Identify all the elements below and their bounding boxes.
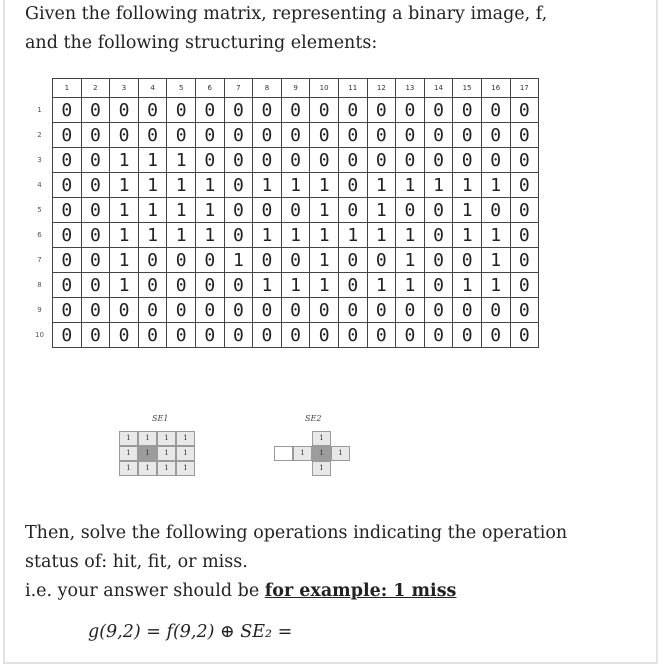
matrix-cell: 1 xyxy=(167,148,196,173)
example-prefix: i.e. your answer should be xyxy=(25,581,265,601)
matrix-cell: 0 xyxy=(367,98,396,123)
matrix-cell: 0 xyxy=(367,298,396,323)
matrix-cell: 0 xyxy=(481,323,510,348)
se1-cell: 1 xyxy=(119,461,138,476)
matrix-cell: 0 xyxy=(253,148,282,173)
row-header: 4 xyxy=(27,173,53,198)
matrix-cell: 0 xyxy=(310,148,339,173)
matrix-cell: 1 xyxy=(138,148,167,173)
matrix-cell: 0 xyxy=(424,323,453,348)
matrix-row xyxy=(27,148,539,173)
operation-formula: g(9,2) = f(9,2) ⊕ SE₂ = xyxy=(88,622,293,642)
matrix-cell: 1 xyxy=(396,273,425,298)
row-header: 10 xyxy=(27,323,53,348)
matrix-cell: 0 xyxy=(167,98,196,123)
matrix-cell: 1 xyxy=(253,273,282,298)
matrix-cell: 0 xyxy=(481,98,510,123)
se1-label: SE1 xyxy=(152,414,169,423)
matrix-cell: 0 xyxy=(281,298,310,323)
column-header: 6 xyxy=(195,79,224,98)
matrix-cell: 0 xyxy=(224,123,253,148)
matrix-cell: 0 xyxy=(510,98,539,123)
matrix-header-row xyxy=(27,79,539,98)
matrix-cell: 0 xyxy=(224,298,253,323)
matrix-cell: 0 xyxy=(167,298,196,323)
matrix-cell: 0 xyxy=(510,173,539,198)
row-header: 5 xyxy=(27,198,53,223)
se1-cell: 1 xyxy=(138,461,157,476)
matrix-cell: 0 xyxy=(310,123,339,148)
matrix-cell: 1 xyxy=(396,248,425,273)
matrix-cell: 0 xyxy=(81,273,110,298)
matrix-cell: 0 xyxy=(138,323,167,348)
matrix-cell: 0 xyxy=(338,273,367,298)
matrix-cell: 1 xyxy=(367,223,396,248)
matrix-cell: 0 xyxy=(481,198,510,223)
matrix-cell: 0 xyxy=(195,273,224,298)
column-header: 9 xyxy=(281,79,310,98)
matrix-cell: 1 xyxy=(281,273,310,298)
matrix-cell: 0 xyxy=(453,298,482,323)
matrix-cell: 0 xyxy=(81,298,110,323)
se2-cell: 1 xyxy=(293,446,312,461)
matrix-cell: 0 xyxy=(310,298,339,323)
matrix-cell: 0 xyxy=(281,198,310,223)
matrix-row xyxy=(27,273,539,298)
matrix-cell: 1 xyxy=(138,223,167,248)
matrix-cell: 0 xyxy=(338,123,367,148)
matrix-cell: 0 xyxy=(224,98,253,123)
matrix-cell: 0 xyxy=(53,248,82,273)
column-header: 1 xyxy=(53,79,82,98)
se2-cell: 1 xyxy=(331,446,350,461)
matrix-cell: 0 xyxy=(195,323,224,348)
matrix-cell: 0 xyxy=(367,323,396,348)
matrix-cell: 1 xyxy=(281,223,310,248)
binary-image-matrix xyxy=(27,78,539,348)
matrix-cell: 0 xyxy=(424,248,453,273)
matrix-cell: 1 xyxy=(195,173,224,198)
matrix-cell: 0 xyxy=(53,273,82,298)
matrix-cell: 0 xyxy=(81,123,110,148)
matrix-cell: 0 xyxy=(224,148,253,173)
intro-text xyxy=(25,0,635,58)
matrix-cell: 0 xyxy=(110,123,139,148)
matrix-cell: 0 xyxy=(424,273,453,298)
instructions-line-1: Then, solve the following operations indicating the operation xyxy=(25,523,568,543)
matrix-cell: 0 xyxy=(338,98,367,123)
row-header: 1 xyxy=(27,98,53,123)
se2-center-cell: 1 xyxy=(312,446,331,461)
matrix-cell: 0 xyxy=(253,323,282,348)
matrix-cell: 0 xyxy=(81,148,110,173)
column-header: 8 xyxy=(253,79,282,98)
column-header: 14 xyxy=(424,79,453,98)
matrix-cell: 1 xyxy=(195,223,224,248)
matrix-cell: 0 xyxy=(453,323,482,348)
matrix-cell: 0 xyxy=(510,223,539,248)
matrix-cell: 0 xyxy=(110,98,139,123)
matrix-row xyxy=(27,123,539,148)
matrix-cell: 0 xyxy=(138,123,167,148)
matrix-row xyxy=(27,248,539,273)
matrix-cell: 0 xyxy=(138,298,167,323)
se1-cell: 1 xyxy=(119,431,138,446)
matrix-cell: 0 xyxy=(224,273,253,298)
matrix-cell: 1 xyxy=(367,273,396,298)
instructions-line-3 xyxy=(25,577,645,606)
matrix-corner xyxy=(27,79,53,98)
matrix-cell: 0 xyxy=(424,298,453,323)
matrix-cell: 0 xyxy=(138,248,167,273)
matrix-row xyxy=(27,223,539,248)
matrix-cell: 1 xyxy=(367,173,396,198)
matrix-cell: 1 xyxy=(424,173,453,198)
matrix-cell: 1 xyxy=(110,148,139,173)
se1-cell: 1 xyxy=(119,446,138,461)
matrix-cell: 0 xyxy=(195,123,224,148)
matrix-cell: 1 xyxy=(481,248,510,273)
se1-cell: 1 xyxy=(157,446,176,461)
matrix-cell: 0 xyxy=(396,98,425,123)
matrix-cell: 0 xyxy=(396,198,425,223)
matrix-cell: 0 xyxy=(481,123,510,148)
matrix-cell: 0 xyxy=(53,298,82,323)
row-header: 7 xyxy=(27,248,53,273)
matrix-cell: 0 xyxy=(396,123,425,148)
matrix-cell: 0 xyxy=(224,198,253,223)
se1-cell: 1 xyxy=(176,461,195,476)
matrix-cell: 0 xyxy=(424,123,453,148)
matrix-cell: 0 xyxy=(195,98,224,123)
matrix-cell: 0 xyxy=(81,98,110,123)
column-header: 7 xyxy=(224,79,253,98)
se2-cell: 1 xyxy=(312,431,331,446)
matrix-cell: 0 xyxy=(510,123,539,148)
instructions xyxy=(25,519,645,606)
se1-cell: 1 xyxy=(157,461,176,476)
matrix-cell: 1 xyxy=(167,198,196,223)
matrix-cell: 0 xyxy=(81,248,110,273)
matrix-cell: 0 xyxy=(53,173,82,198)
matrix-cell: 0 xyxy=(167,273,196,298)
matrix-cell: 1 xyxy=(138,198,167,223)
matrix-cell: 0 xyxy=(81,223,110,248)
matrix-cell: 1 xyxy=(110,198,139,223)
se1-center-cell: 1 xyxy=(138,446,157,461)
intro-line-1: Given the following matrix, representing a binary image, f, xyxy=(25,4,548,24)
matrix-cell: 0 xyxy=(253,123,282,148)
matrix-cell: 1 xyxy=(110,248,139,273)
matrix-cell: 0 xyxy=(195,148,224,173)
matrix-cell: 0 xyxy=(338,298,367,323)
matrix-cell: 0 xyxy=(53,148,82,173)
se1-cell: 1 xyxy=(176,431,195,446)
matrix-cell: 1 xyxy=(110,173,139,198)
matrix-row xyxy=(27,298,539,323)
matrix-cell: 0 xyxy=(167,248,196,273)
matrix-cell: 0 xyxy=(338,323,367,348)
matrix-cell: 0 xyxy=(195,248,224,273)
matrix-row xyxy=(27,173,539,198)
matrix-cell: 0 xyxy=(310,98,339,123)
matrix-cell: 1 xyxy=(310,248,339,273)
matrix-cell: 0 xyxy=(281,148,310,173)
matrix-cell: 0 xyxy=(253,198,282,223)
matrix-cell: 0 xyxy=(81,173,110,198)
matrix-table xyxy=(27,78,539,348)
matrix-cell: 0 xyxy=(510,273,539,298)
matrix-cell: 1 xyxy=(367,198,396,223)
matrix-cell: 0 xyxy=(424,198,453,223)
matrix-cell: 0 xyxy=(224,173,253,198)
matrix-cell: 0 xyxy=(338,173,367,198)
matrix-cell: 0 xyxy=(138,273,167,298)
matrix-cell: 1 xyxy=(110,223,139,248)
matrix-cell: 0 xyxy=(453,123,482,148)
example-answer: for example: 1 miss xyxy=(264,581,457,601)
matrix-cell: 0 xyxy=(138,98,167,123)
matrix-cell: 1 xyxy=(224,248,253,273)
matrix-cell: 0 xyxy=(281,248,310,273)
matrix-row xyxy=(27,323,539,348)
matrix-cell: 1 xyxy=(453,223,482,248)
column-header: 4 xyxy=(138,79,167,98)
matrix-cell: 0 xyxy=(367,123,396,148)
matrix-cell: 0 xyxy=(453,98,482,123)
matrix-cell: 0 xyxy=(510,298,539,323)
matrix-cell: 0 xyxy=(110,323,139,348)
matrix-cell: 0 xyxy=(253,298,282,323)
matrix-cell: 0 xyxy=(253,98,282,123)
matrix-cell: 0 xyxy=(53,123,82,148)
matrix-cell: 0 xyxy=(481,298,510,323)
matrix-cell: 0 xyxy=(167,123,196,148)
matrix-cell: 1 xyxy=(138,173,167,198)
matrix-cell: 0 xyxy=(338,148,367,173)
matrix-cell: 1 xyxy=(453,173,482,198)
matrix-cell: 1 xyxy=(481,223,510,248)
column-header: 17 xyxy=(510,79,539,98)
matrix-cell: 0 xyxy=(424,98,453,123)
column-header: 2 xyxy=(81,79,110,98)
matrix-cell: 1 xyxy=(310,198,339,223)
matrix-cell: 0 xyxy=(338,198,367,223)
matrix-row xyxy=(27,98,539,123)
matrix-cell: 0 xyxy=(281,98,310,123)
matrix-cell: 0 xyxy=(110,298,139,323)
matrix-cell: 0 xyxy=(510,323,539,348)
matrix-cell: 0 xyxy=(195,298,224,323)
matrix-cell: 0 xyxy=(424,148,453,173)
se2-empty-cell xyxy=(274,446,293,461)
matrix-cell: 1 xyxy=(110,273,139,298)
se2-cell: 1 xyxy=(312,461,331,476)
matrix-cell: 0 xyxy=(396,323,425,348)
instructions-line-2: status of: hit, fit, or miss. xyxy=(25,552,248,572)
matrix-cell: 0 xyxy=(167,323,196,348)
matrix-cell: 1 xyxy=(253,223,282,248)
row-header: 8 xyxy=(27,273,53,298)
matrix-cell: 0 xyxy=(224,323,253,348)
matrix-cell: 1 xyxy=(195,198,224,223)
se1-cell: 1 xyxy=(138,431,157,446)
matrix-cell: 0 xyxy=(453,248,482,273)
matrix-row xyxy=(27,198,539,223)
matrix-cell: 0 xyxy=(510,248,539,273)
row-header: 9 xyxy=(27,298,53,323)
column-header: 5 xyxy=(167,79,196,98)
matrix-cell: 0 xyxy=(510,148,539,173)
se2-label: SE2 xyxy=(305,414,322,423)
matrix-cell: 0 xyxy=(253,248,282,273)
matrix-cell: 0 xyxy=(53,323,82,348)
matrix-cell: 0 xyxy=(281,123,310,148)
matrix-cell: 1 xyxy=(310,173,339,198)
matrix-cell: 0 xyxy=(424,223,453,248)
row-header: 2 xyxy=(27,123,53,148)
column-header: 13 xyxy=(396,79,425,98)
matrix-cell: 1 xyxy=(310,273,339,298)
matrix-cell: 0 xyxy=(281,323,310,348)
intro-line-2: and the following structuring elements: xyxy=(25,33,378,53)
matrix-cell: 1 xyxy=(481,273,510,298)
matrix-cell: 0 xyxy=(396,148,425,173)
matrix-cell: 0 xyxy=(453,148,482,173)
column-header: 3 xyxy=(110,79,139,98)
se1-cell: 1 xyxy=(157,431,176,446)
matrix-cell: 1 xyxy=(481,173,510,198)
matrix-cell: 0 xyxy=(396,298,425,323)
matrix-cell: 0 xyxy=(53,198,82,223)
column-header: 12 xyxy=(367,79,396,98)
matrix-cell: 1 xyxy=(396,223,425,248)
matrix-cell: 0 xyxy=(224,223,253,248)
matrix-cell: 0 xyxy=(367,248,396,273)
matrix-cell: 0 xyxy=(481,148,510,173)
matrix-cell: 0 xyxy=(338,248,367,273)
row-header: 3 xyxy=(27,148,53,173)
matrix-cell: 1 xyxy=(281,173,310,198)
matrix-cell: 1 xyxy=(167,223,196,248)
column-header: 11 xyxy=(338,79,367,98)
matrix-cell: 1 xyxy=(396,173,425,198)
matrix-cell: 0 xyxy=(53,223,82,248)
matrix-cell: 0 xyxy=(367,148,396,173)
matrix-cell: 1 xyxy=(338,223,367,248)
matrix-cell: 0 xyxy=(510,198,539,223)
matrix-cell: 0 xyxy=(81,323,110,348)
matrix-cell: 1 xyxy=(167,173,196,198)
matrix-cell: 1 xyxy=(310,223,339,248)
se1-cell: 1 xyxy=(176,446,195,461)
matrix-cell: 1 xyxy=(253,173,282,198)
matrix-cell: 0 xyxy=(81,198,110,223)
matrix-cell: 1 xyxy=(453,273,482,298)
column-header: 16 xyxy=(481,79,510,98)
matrix-cell: 0 xyxy=(310,323,339,348)
column-header: 10 xyxy=(310,79,339,98)
matrix-cell: 1 xyxy=(453,198,482,223)
matrix-cell: 0 xyxy=(53,98,82,123)
column-header: 15 xyxy=(453,79,482,98)
row-header: 6 xyxy=(27,223,53,248)
